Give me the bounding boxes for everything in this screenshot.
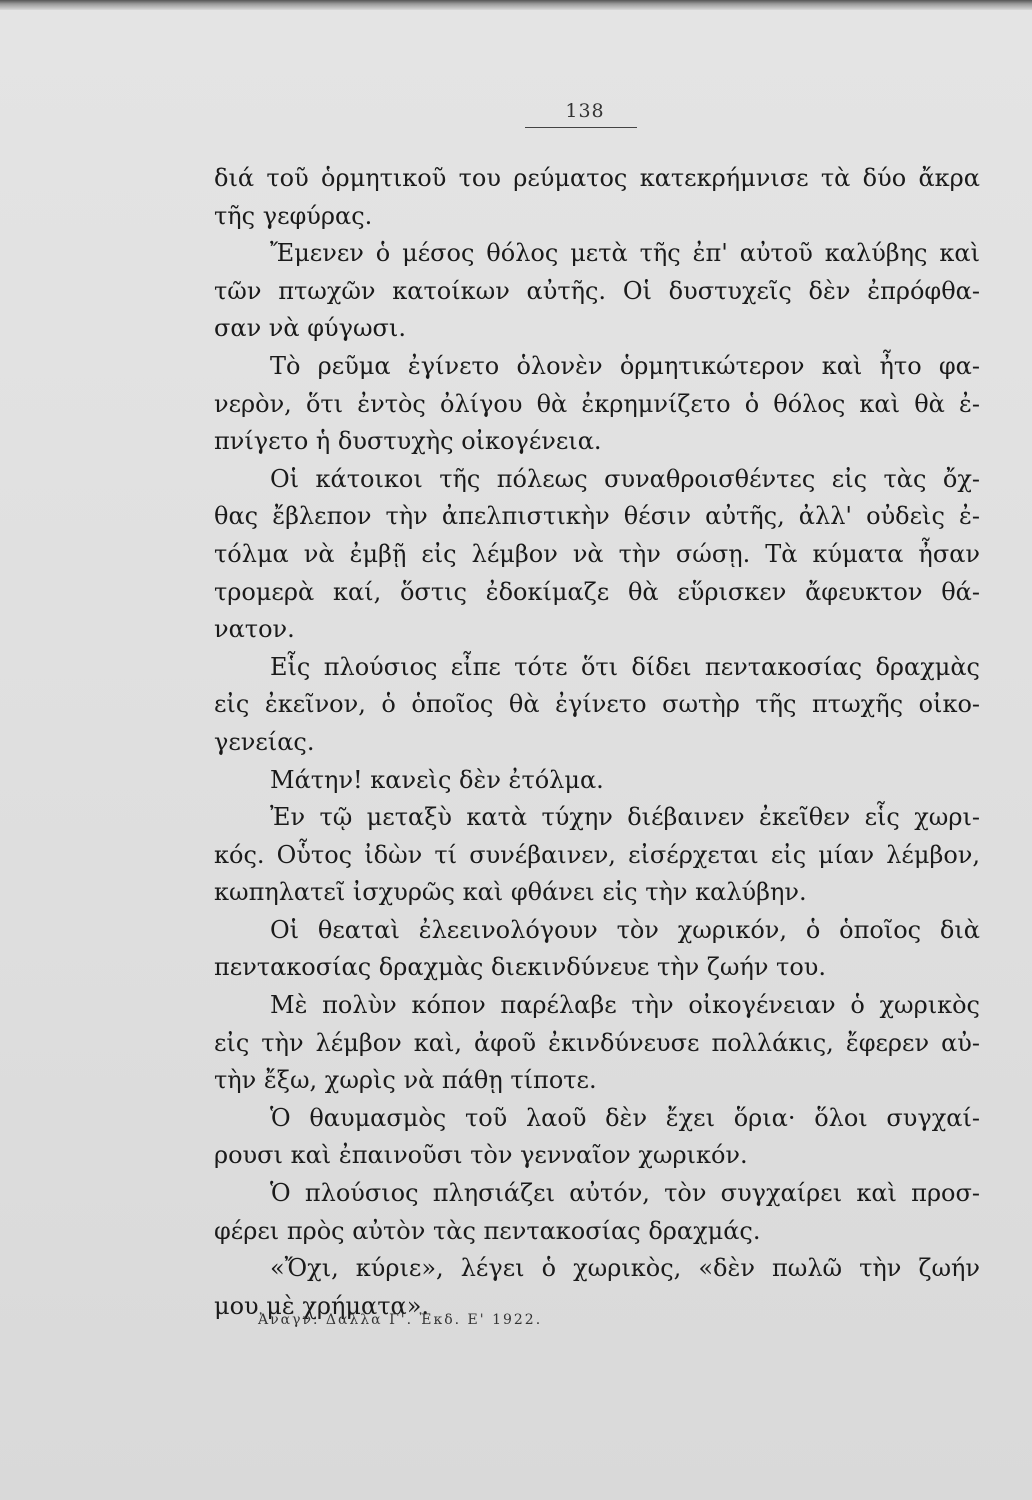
text-line: γενείας. (214, 727, 315, 756)
text-line: ρουσι καὶ ἐπαινοῦσι τὸν γενναῖον χωρικόν. (214, 1141, 748, 1170)
text-line: εἰς ἐκεῖνον, ὁ ὁποῖος θὰ ἐγίνετο σωτὴρ τῆς πτωχῆς οἰκο- (214, 690, 980, 719)
text-line: πνίγετο ἡ δυστυχὴς οἰκογένεια. (214, 427, 602, 456)
text-line: τὴν ἔξω, χωρὶς νὰ πάθῃ τίποτε. (214, 1066, 597, 1095)
text-line: μου μὲ χρήματα». (214, 1291, 430, 1320)
text-line: πεντακοσίας δραχμὰς διεκινδύνευε τὴν ζωήν του. (214, 953, 826, 982)
footer-imprint: Ἀναγν. Δαλλα Γ'. Ἐκδ. Ε' 1922. (258, 1312, 543, 1328)
text-line: θας ἔβλεπον τὴν ἀπελπιστικὴν θέσιν αὐτῆς, ἀλλ' οὐδεὶς ἐ- (214, 502, 980, 531)
text-line: Μάτην! κανεὶς δὲν ἐτόλμα. (270, 765, 604, 794)
text-line: τῶν πτωχῶν κατοίκων αὐτῆς. Οἱ δυστυχεῖς δὲν ἐπρόφθα- (214, 276, 980, 305)
text-line: Ὁ θαυμασμὸς τοῦ λαοῦ δὲν ἔχει ὅρια· ὅλοι συγχαί- (270, 1103, 980, 1132)
text-line: «Ὄχι, κύριε», λέγει ὁ χωρικὸς, «δὲν πωλῶ τὴν ζωήν (270, 1254, 980, 1283)
text-line: Οἱ κάτοικοι τῆς πόλεως συναθροισθέντες εἰς τὰς ὄχ- (270, 464, 980, 493)
text-line: τρομερὰ καί, ὅστις ἐδοκίμαζε θὰ εὕρισκεν ἄφευκτον θά- (214, 577, 980, 606)
body-text (214, 160, 980, 1325)
text-line: κός. Οὗτος ἰδὼν τί συνέβαινεν, εἰσέρχεται εἰς μίαν λέμβον, (214, 840, 980, 869)
text-line: Εἷς πλούσιος εἶπε τότε ὅτι δίδει πεντακοσίας δραχμὰς (270, 652, 980, 681)
text-line: Ἐν τῷ μεταξὺ κατὰ τύχην διέβαινεν ἐκεῖθεν εἷς χωρι- (270, 803, 980, 832)
text-line: τῆς γεφύρας. (214, 201, 373, 230)
text-line: Οἱ θεαταὶ ἐλεεινολόγουν τὸν χωρικόν, ὁ ὁποῖος διὰ (270, 915, 980, 944)
page-number: 138 (565, 100, 605, 122)
page-number-rule (525, 127, 637, 128)
page-top-edge (0, 0, 1032, 10)
text-line: Μὲ πολὺν κόπον παρέλαβε τὴν οἰκογένειαν ὁ χωρικὸς (270, 991, 980, 1020)
text-line: Τὸ ρεῦμα ἐγίνετο ὁλονὲν ὁρμητικώτερον καὶ ἦτο φα- (270, 351, 980, 380)
text-line: νατον. (214, 615, 295, 644)
text-line: τόλμα νὰ ἐμβῇ εἰς λέμβον νὰ τὴν σώσῃ. Τὰ κύματα ἦσαν (214, 539, 980, 568)
text-line: Ἔμενεν ὁ μέσος θόλος μετὰ τῆς ἐπ' αὐτοῦ καλύβης καὶ (270, 239, 980, 268)
text-line: διά τοῦ ὁρμητικοῦ του ρεύματος κατεκρήμνισε τὰ δύο ἄκρα (214, 164, 980, 192)
text-line: νερὸν, ὅτι ἐντὸς ὀλίγου θὰ ἐκρημνίζετο ὁ θόλος καὶ θὰ ἐ- (214, 389, 980, 418)
text-line: κωπηλατεῖ ἰσχυρῶς καὶ φθάνει εἰς τὴν καλύβην. (214, 878, 807, 907)
text-line: εἰς τὴν λέμβον καὶ, ἀφοῦ ἐκινδύνευσε πολλάκις, ἔφερεν αὐ- (214, 1028, 980, 1057)
text-line: φέρει πρὸς αὐτὸν τὰς πεντακοσίας δραχμάς. (214, 1216, 761, 1245)
text-line: σαν νὰ φύγωσι. (214, 314, 406, 343)
text-line: Ὁ πλούσιος πλησιάζει αὐτόν, τὸν συγχαίρει καὶ προσ- (270, 1179, 980, 1208)
